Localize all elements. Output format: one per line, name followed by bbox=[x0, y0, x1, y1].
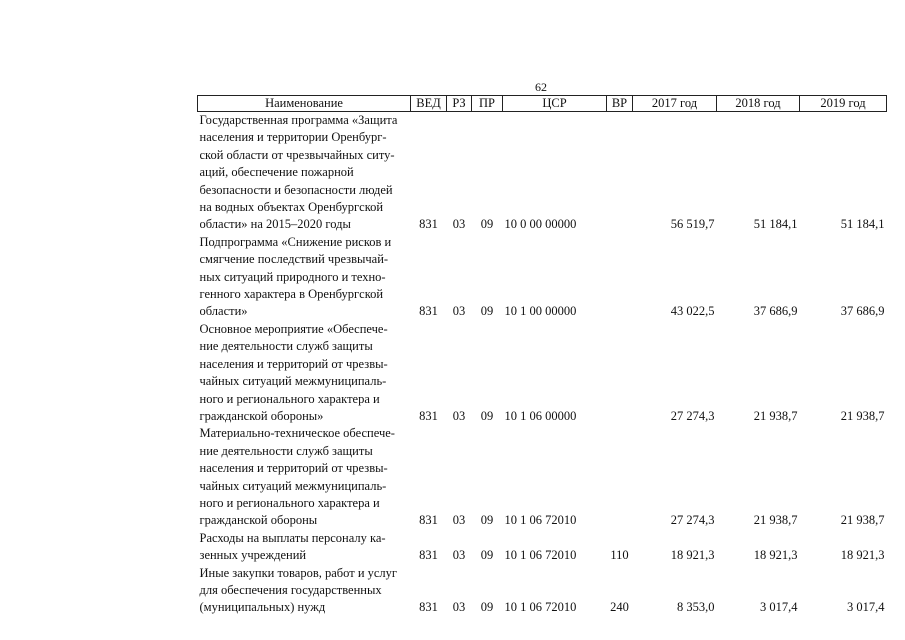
row-name-line: безопасности и безопасности людей bbox=[199, 182, 393, 197]
row-pr: 09 bbox=[480, 600, 494, 615]
budget-table bbox=[197, 95, 887, 617]
row-csr: 10 0 00 00000 bbox=[504, 217, 577, 232]
row-pr: 09 bbox=[480, 304, 494, 319]
row-2018: 21 938,7 bbox=[753, 513, 798, 528]
row-pr: 09 bbox=[480, 408, 494, 423]
col-header-2018: 2018 год bbox=[717, 96, 800, 112]
row-ved: 831 bbox=[419, 408, 438, 423]
row-name-line: аций, обеспечение пожарной bbox=[199, 165, 354, 180]
row-csr: 10 1 06 00000 bbox=[504, 408, 577, 423]
row-vr: 110 bbox=[610, 548, 629, 563]
row-name-line: чайных ситуаций межмуниципаль- bbox=[199, 374, 387, 389]
page-number: 62 bbox=[535, 80, 547, 94]
row-name-line: Иные закупки товаров, работ и услуг bbox=[199, 565, 398, 580]
row-csr: 10 1 06 72010 bbox=[504, 548, 577, 563]
row-name-line: населения и территорий от чрезвы- bbox=[199, 356, 388, 371]
row-2018: 37 686,9 bbox=[753, 304, 798, 319]
row-vr bbox=[607, 234, 633, 321]
row-name-line: Государственная программа «Защита bbox=[199, 113, 398, 127]
row-pr: 09 bbox=[480, 217, 494, 232]
row-vr bbox=[607, 112, 633, 234]
row-name-line: Основное мероприятие «Обеспече- bbox=[199, 321, 388, 336]
row-2017: 56 519,7 bbox=[670, 217, 715, 232]
row-name-line: ской области от чрезвычайных ситу- bbox=[199, 147, 395, 162]
row-name-line: ние деятельности служб защиты bbox=[199, 443, 373, 458]
row-rz: 03 bbox=[452, 304, 466, 319]
row-2019: 3 017,4 bbox=[847, 600, 885, 615]
row-name-line: для обеспечения государственных bbox=[199, 582, 382, 597]
row-2019: 18 921,3 bbox=[840, 548, 885, 563]
row-name-line: генного характера в Оренбургской bbox=[199, 287, 384, 302]
col-header-pr: ПР bbox=[472, 96, 503, 112]
row-name-line: чайных ситуаций межмуниципаль- bbox=[199, 478, 387, 493]
col-header-vr: ВР bbox=[607, 96, 633, 112]
row-2017: 27 274,3 bbox=[670, 408, 715, 423]
col-header-2017: 2017 год bbox=[633, 96, 717, 112]
row-2018: 3 017,4 bbox=[760, 600, 798, 615]
row-ved: 831 bbox=[419, 548, 438, 563]
row-2018: 21 938,7 bbox=[753, 408, 798, 423]
row-name-line: ние деятельности служб защиты bbox=[199, 339, 373, 354]
row-name bbox=[198, 530, 411, 565]
row-2017: 18 921,3 bbox=[670, 548, 715, 563]
row-name-line: зенных учреждений bbox=[199, 548, 307, 563]
row-2017: 8 353,0 bbox=[677, 600, 715, 615]
row-rz: 03 bbox=[452, 600, 466, 615]
row-ved: 831 bbox=[419, 217, 438, 232]
row-2017: 43 022,5 bbox=[670, 304, 715, 319]
row-name bbox=[198, 565, 411, 617]
row-name-line: Расходы на выплаты персоналу ка- bbox=[199, 530, 386, 545]
table-row bbox=[198, 425, 887, 529]
row-2019: 21 938,7 bbox=[840, 408, 885, 423]
row-name-line: на водных объектах Оренбургской bbox=[199, 200, 384, 215]
row-name-line: населения и территорий от чрезвы- bbox=[199, 461, 388, 476]
table-header-row bbox=[198, 96, 887, 112]
row-2019: 21 938,7 bbox=[840, 513, 885, 528]
row-csr: 10 1 06 72010 bbox=[504, 600, 577, 615]
row-name-line: населения и территории Оренбург- bbox=[199, 130, 387, 145]
row-name-line: смягчение последствий чрезвычай- bbox=[199, 252, 389, 267]
row-ved: 831 bbox=[419, 600, 438, 615]
col-header-csr: ЦСР bbox=[503, 96, 607, 112]
row-name-line: области» bbox=[199, 304, 248, 319]
row-name-line: (муниципальных) нужд bbox=[199, 600, 326, 615]
col-header-rz: РЗ bbox=[447, 96, 472, 112]
row-vr bbox=[607, 321, 633, 425]
row-name-line: ного и регионального характера и bbox=[199, 495, 380, 510]
row-2018: 18 921,3 bbox=[753, 548, 798, 563]
col-header-ved: ВЕД bbox=[411, 96, 447, 112]
row-csr: 10 1 06 72010 bbox=[504, 513, 577, 528]
table-body bbox=[198, 112, 887, 617]
row-name bbox=[198, 112, 411, 234]
row-2017: 27 274,3 bbox=[670, 513, 715, 528]
table-row bbox=[198, 234, 887, 321]
row-name bbox=[198, 425, 411, 529]
col-header-2019: 2019 год bbox=[800, 96, 887, 112]
col-header-name: Наименование bbox=[198, 96, 411, 112]
row-2018: 51 184,1 bbox=[753, 217, 798, 232]
row-name-line: Материально-техническое обеспече- bbox=[199, 426, 395, 441]
row-name-line: гражданской обороны» bbox=[199, 408, 324, 423]
table-row bbox=[198, 565, 887, 617]
row-ved: 831 bbox=[419, 513, 438, 528]
row-name-line: ного и регионального характера и bbox=[199, 391, 380, 406]
table-row bbox=[198, 112, 887, 234]
row-vr bbox=[607, 425, 633, 529]
row-name-line: ных ситуаций природного и техно- bbox=[199, 269, 386, 284]
table-row bbox=[198, 321, 887, 425]
row-name bbox=[198, 321, 411, 425]
row-pr: 09 bbox=[480, 513, 494, 528]
row-rz: 03 bbox=[452, 548, 466, 563]
row-2019: 51 184,1 bbox=[840, 217, 885, 232]
row-csr: 10 1 00 00000 bbox=[504, 304, 577, 319]
row-name-line: гражданской обороны bbox=[199, 513, 318, 528]
row-pr: 09 bbox=[480, 548, 494, 563]
row-vr: 240 bbox=[610, 600, 629, 615]
table-row bbox=[198, 530, 887, 565]
row-2019: 37 686,9 bbox=[840, 304, 885, 319]
row-rz: 03 bbox=[452, 513, 466, 528]
row-name-line: области» на 2015–2020 годы bbox=[199, 217, 351, 232]
row-rz: 03 bbox=[452, 217, 466, 232]
row-ved: 831 bbox=[419, 304, 438, 319]
row-name bbox=[198, 234, 411, 321]
row-name-line: Подпрограмма «Снижение рисков и bbox=[199, 234, 392, 249]
row-rz: 03 bbox=[452, 408, 466, 423]
